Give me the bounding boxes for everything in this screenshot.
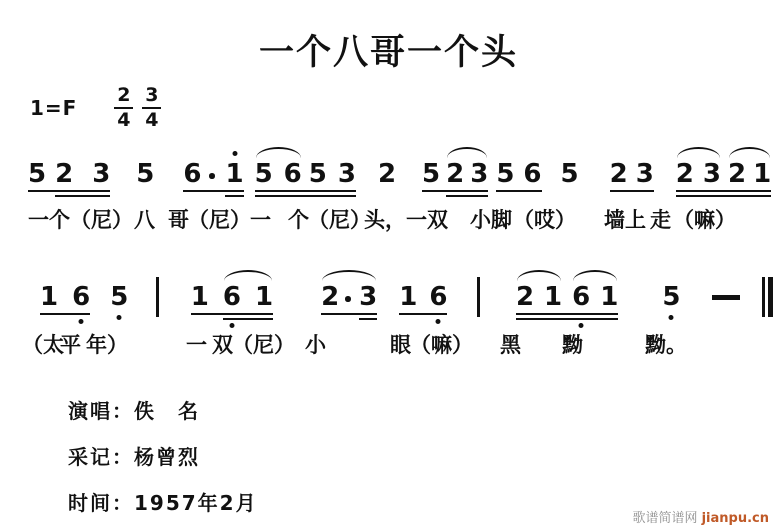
music-system-1 xyxy=(0,157,777,230)
note: 6 xyxy=(572,282,591,312)
lyric-syllable: 八 xyxy=(134,208,155,232)
lyric-syllable: 一 xyxy=(250,208,271,232)
lyric-syllable: 一 xyxy=(186,333,207,357)
note: 2 xyxy=(55,159,74,189)
song-title: 一个八哥一个头 xyxy=(258,33,518,73)
beam-group xyxy=(225,161,243,187)
note: 5 xyxy=(560,159,579,189)
lyric-syllable: 个 xyxy=(288,208,309,232)
beam-group xyxy=(359,284,377,310)
beam-group xyxy=(223,284,273,310)
music-system-2 xyxy=(0,280,777,355)
time-signature-3-4 xyxy=(142,83,161,131)
note: 1 xyxy=(544,282,563,312)
slur-group xyxy=(255,161,302,187)
note: 3 xyxy=(635,159,654,189)
note: 2 xyxy=(321,282,340,312)
lyric-syllable: 平 xyxy=(60,333,81,357)
meter-denominator: 4 xyxy=(117,109,131,131)
lyrics-line-1 xyxy=(0,204,777,230)
slur-group xyxy=(321,284,377,310)
note: 5 xyxy=(28,159,47,189)
slur-group xyxy=(446,161,488,187)
slur-group xyxy=(728,161,771,187)
note: 5 xyxy=(254,159,273,189)
beam-group xyxy=(255,161,356,187)
credit-label: 时间： xyxy=(68,491,134,515)
lyric-syllable: 走 xyxy=(650,208,671,232)
meter-numerator: 2 xyxy=(117,83,131,106)
lyric-syllable: （尼） xyxy=(308,208,371,232)
watermark-url: jianpu.cn xyxy=(701,511,769,526)
beam-group xyxy=(28,161,110,187)
note: 1 xyxy=(600,282,619,312)
slur-group xyxy=(572,284,618,310)
barline xyxy=(156,277,159,317)
credit-value: 1957年2月 xyxy=(134,491,258,515)
credit-value: 杨曾烈 xyxy=(134,445,200,469)
beam-group xyxy=(321,284,377,310)
note: 1 xyxy=(399,282,418,312)
beam-group xyxy=(55,161,110,187)
meter-denominator: 4 xyxy=(145,109,159,131)
beam-group xyxy=(183,161,243,187)
note: 6 xyxy=(72,282,91,312)
lyric-syllable: 黝。 xyxy=(645,333,687,357)
note: 6 xyxy=(283,159,302,189)
note: 3 xyxy=(337,159,356,189)
time-signatures xyxy=(114,83,161,131)
note: 3 xyxy=(702,159,721,189)
beam-group xyxy=(40,284,90,310)
note: 5 xyxy=(110,282,129,312)
meter-numerator: 3 xyxy=(145,83,159,106)
lyric-syllable: 眼 xyxy=(390,333,411,357)
lyric-syllable: 小脚 xyxy=(470,208,512,232)
note: 6 xyxy=(222,282,241,312)
notation-line-2 xyxy=(40,280,777,310)
slur-group xyxy=(223,284,273,310)
augmentation-dot xyxy=(209,161,215,187)
lyric-syllable: （嘛） xyxy=(410,333,473,357)
credit-value: 佚 名 xyxy=(134,399,200,423)
beam-group xyxy=(446,161,488,187)
augmentation-dot xyxy=(345,284,351,310)
duration-dash xyxy=(712,284,740,310)
lyric-syllable: 小 xyxy=(305,333,326,357)
note: 5 xyxy=(662,282,681,312)
note: 1 xyxy=(753,159,772,189)
note: 6 xyxy=(183,159,202,189)
credit-label: 采记： xyxy=(68,445,134,469)
beam-group xyxy=(516,284,618,310)
watermark xyxy=(624,492,769,526)
lyric-syllable: 年） xyxy=(86,333,128,357)
note: 5 xyxy=(422,159,441,189)
note: 2 xyxy=(675,159,694,189)
lyrics-line-2 xyxy=(0,329,777,355)
notation-line-1 xyxy=(28,157,777,187)
key-and-meter-row xyxy=(30,83,777,131)
note: 1 xyxy=(254,282,274,312)
note: 3 xyxy=(359,282,378,312)
credit-collector xyxy=(68,441,777,470)
beam-group xyxy=(191,284,273,310)
note: 2 xyxy=(609,159,628,189)
slur-group xyxy=(516,284,562,310)
beam-group xyxy=(399,284,447,310)
lyric-syllable: （尼） xyxy=(70,208,133,232)
beam-group xyxy=(676,161,771,187)
note: 1 xyxy=(225,159,244,189)
lyric-syllable: 一个 xyxy=(28,208,70,232)
lyric-syllable: 黑 xyxy=(500,333,521,357)
beam-group xyxy=(610,161,654,187)
beam-group xyxy=(676,161,771,187)
note: 5 xyxy=(496,159,515,189)
beam-group xyxy=(516,284,618,310)
slur-group xyxy=(676,161,721,187)
lyric-syllable: 黝 xyxy=(562,333,583,357)
note: 5 xyxy=(136,159,155,189)
note: 2 xyxy=(727,159,747,189)
note: 2 xyxy=(377,159,397,189)
credit-label: 演唱： xyxy=(68,399,134,423)
lyric-syllable: 墙上 xyxy=(604,208,646,232)
beam-group xyxy=(422,161,488,187)
lyric-syllable: （太 xyxy=(22,333,64,357)
time-signature-2-4 xyxy=(114,83,133,131)
lyric-syllable: （哎） xyxy=(513,208,576,232)
note: 6 xyxy=(429,282,448,312)
lyric-syllable: 一双 xyxy=(406,208,448,232)
note: 1 xyxy=(40,282,59,312)
note: 1 xyxy=(190,282,209,312)
lyric-syllable: （嘛） xyxy=(673,208,736,232)
lyric-syllable: （尼） xyxy=(188,208,251,232)
lyric-syllable: （尼） xyxy=(232,333,295,357)
barline xyxy=(477,277,480,317)
key-signature: 1=F xyxy=(30,95,78,120)
credit-singer xyxy=(68,395,777,424)
beam-group xyxy=(255,161,356,187)
note: 2 xyxy=(515,282,535,312)
note: 3 xyxy=(470,159,489,189)
note: 2 xyxy=(446,159,465,189)
note: 5 xyxy=(308,159,327,189)
note: 6 xyxy=(523,159,542,189)
lyric-syllable: 双 xyxy=(212,333,233,357)
final-barline xyxy=(762,277,773,317)
lyric-syllable: 哥 xyxy=(168,208,189,232)
lyric-syllable: 头， xyxy=(364,208,406,232)
note: 3 xyxy=(92,159,111,189)
watermark-site-name: 歌谱简谱网 xyxy=(632,511,702,526)
beam-group xyxy=(496,161,541,187)
